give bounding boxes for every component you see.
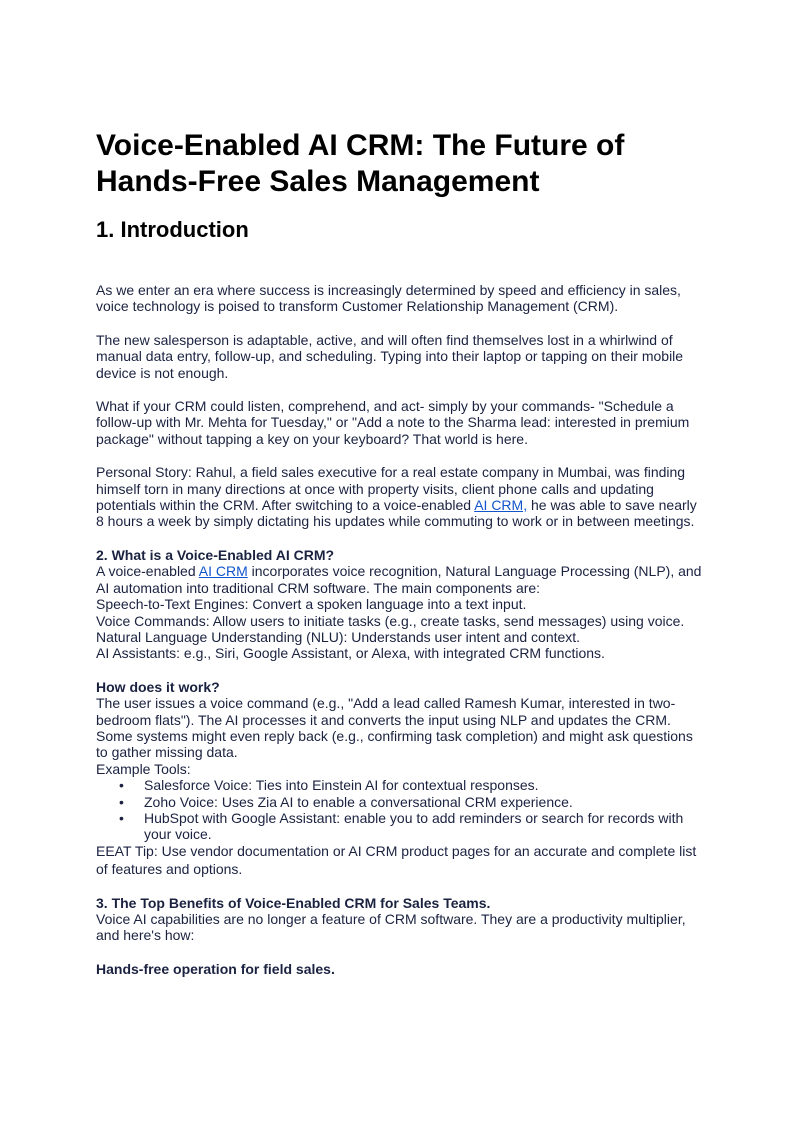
intro-heading: 1. Introduction xyxy=(96,217,249,242)
list-item-text: Zoho Voice: Uses Zia AI to enable a conversational CRM experience. xyxy=(144,793,573,810)
section-3 xyxy=(96,895,706,944)
section-2-text-before: A voice-enabled xyxy=(96,563,199,580)
component-line: Speech-to-Text Engines: Convert a spoken language into a text input. xyxy=(96,596,527,613)
section-2 xyxy=(96,547,706,662)
eeat-tip xyxy=(96,843,706,878)
list-item-text: Salesforce Voice: Ties into Einstein AI for contextual responses. xyxy=(144,777,539,794)
story-text-before: Personal Story: Rahul, a field sales executive for a real estate company in Mumbai, was finding himself torn in many directions at once with property visits, client phone calls and updating potentials within the CRM. After switching to a voice-enabled xyxy=(96,464,686,514)
example-tools-label: Example Tools: xyxy=(96,760,191,777)
ai-crm-link-1[interactable]: AI CRM, xyxy=(474,497,528,514)
how-heading: How does it work? xyxy=(96,678,220,695)
document-page xyxy=(96,128,706,979)
how-it-works xyxy=(96,679,706,878)
section-2-intro xyxy=(96,563,706,596)
list-item-text: HubSpot with Google Assistant: enable you to add reminders or search for records with your voice. xyxy=(144,809,684,843)
tools-list xyxy=(96,777,706,843)
section-3-text: Voice AI capabilities are no longer a feature of CRM software. They are a productivity multiplier, and here's how: xyxy=(96,911,686,944)
hands-free-subheading xyxy=(96,961,706,979)
bullet-icon: • xyxy=(119,793,124,810)
section-2-text-after: incorporates voice recognition, Natural Language Processing (NLP), and AI automation into traditional CRM software. The main components are: xyxy=(96,563,702,596)
bullet-icon: • xyxy=(119,777,124,794)
intro-paragraph-3: What if your CRM could listen, comprehend, and act- simply by your commands- "Schedule a follow-up with Mr. Mehta for Tuesday," or "Add a note to the Sharma lead: interested in premium package" without tapping a key on your keyboard? That world is here. xyxy=(96,398,690,447)
personal-story-paragraph xyxy=(96,464,706,530)
how-text: The user issues a voice command (e.g., "Add a lead called Ramesh Kumar, interested in two-bedroom flats"). The AI processes it and converts the input using NLP and updates the CRM. Some systems might even reply back (e.g., confirming task completion) and might ask questions to gather missing data. xyxy=(96,695,693,761)
component-line: Voice Commands: Allow users to initiate tasks (e.g., create tasks, send messages) using voice. xyxy=(96,612,685,629)
eeat-tip-text: EEAT Tip: Use vendor documentation or AI CRM product pages for an accurate and complete list of features and options. xyxy=(96,842,697,878)
hands-free-text: Hands-free operation for field sales. xyxy=(96,960,335,977)
ai-crm-link-2[interactable]: AI CRM xyxy=(198,563,248,580)
section-3-heading: 3. The Top Benefits of Voice-Enabled CRM for Sales Teams. xyxy=(96,894,491,911)
list-item xyxy=(119,777,706,794)
list-item xyxy=(119,809,706,843)
intro-paragraph-2: The new salesperson is adaptable, active, and will often find themselves lost in a whirlwind of manual data entry, follow-up, and scheduling. Typing into their laptop or tapping on their mobile device is not enough. xyxy=(96,331,684,381)
component-line: Natural Language Understanding (NLU): Understands user intent and context. xyxy=(96,628,581,645)
document-title: Voice-Enabled AI CRM: The Future of Hands-Free Sales Management xyxy=(96,129,625,198)
bullet-icon: • xyxy=(119,809,124,826)
component-line: AI Assistants: e.g., Siri, Google Assistant, or Alexa, with integrated CRM functions. xyxy=(96,645,605,662)
story-text-after: he was able to save nearly 8 hours a week by simply dictating his updates while commuting to work or in between meetings. xyxy=(96,497,697,530)
document-body xyxy=(96,282,706,979)
intro-paragraph-1: As we enter an era where success is increasingly determined by speed and efficiency in sales, voice technology is poised to transform Customer Relationship Management (CRM). xyxy=(96,282,681,315)
list-item xyxy=(119,793,706,810)
section-2-heading: 2. What is a Voice-Enabled AI CRM? xyxy=(96,546,335,563)
